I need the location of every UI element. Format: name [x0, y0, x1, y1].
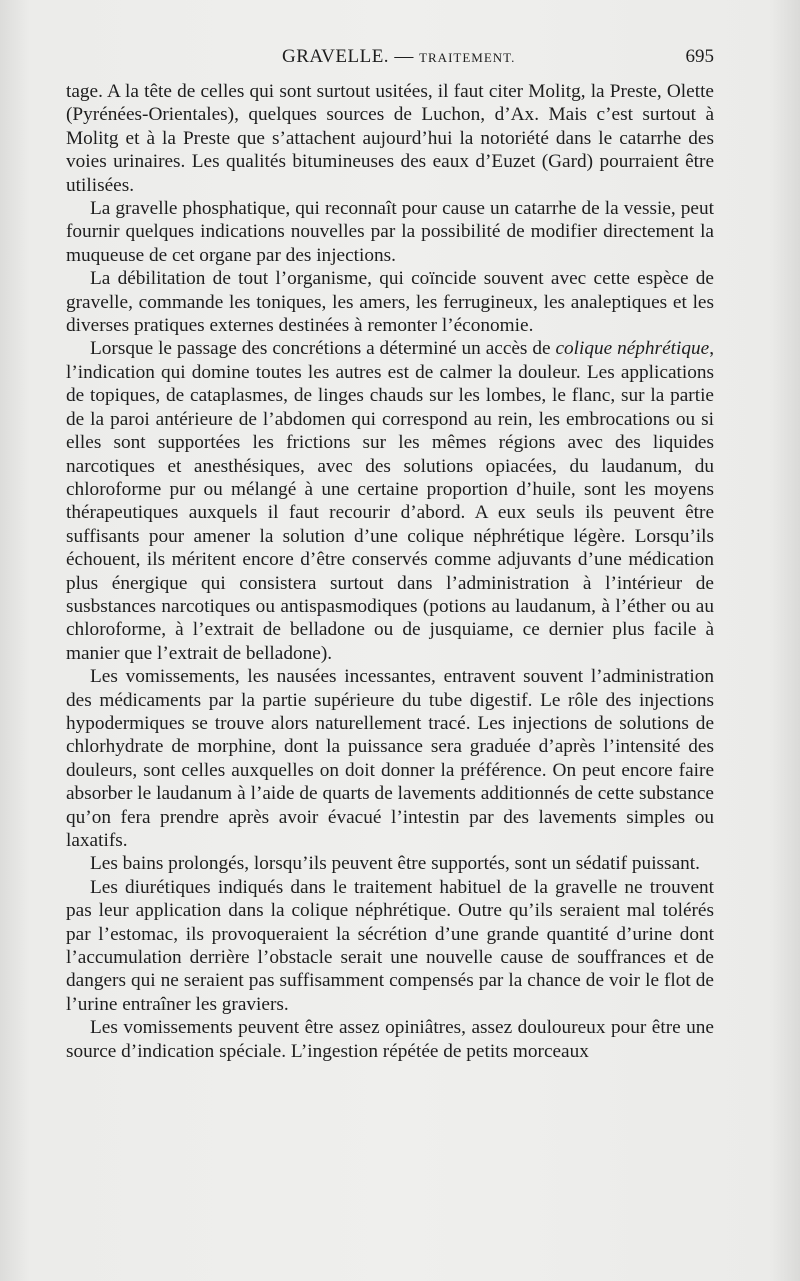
page-number: 695 [685, 46, 714, 67]
italic-term: colique néphrétique [555, 338, 710, 360]
running-header [66, 46, 714, 76]
paragraph: La gravelle phosphatique, qui reconnaît pour cause un catarrhe de la vessie, peut fournir quelques indications nouvelles par la possibilité de modifier directement la muqueuse de cet organe par des injections. [66, 198, 714, 266]
paragraph [66, 337, 714, 665]
paragraph: Les vomissements, les nausées incessantes, entravent souvent l’administration des médicaments par la partie supérieure du tube digestif. Le rôle des injections hypodermiques se trouve alors naturellement tracé. Les injections de solutions de chlorhydrate de morphine, dont la puissance sera graduée d’après l’intensité des douleurs, sont celles auxquelles on doit donner la préférence. On peut encore faire absorber le laudanum à l’aide de quarts de lavements additionnés de cette substance qu’on fera prendre après avoir évacué l’intestin par des lavements simples ou laxatifs. [66, 666, 714, 851]
body-text [66, 80, 714, 1063]
paragraph: tage. A la tête de celles qui sont surtout usitées, il faut citer Molitg, la Preste, Olette (Pyrénées-Orientales), quelques sources de Luchon, d’Ax. Mais c’est surtout à Molitg et à la Preste que s’attachent aujourd’hui la notoriété dans le catarrhe des voies urinaires. Les qualités bitumineuses des eaux d’Euzet (Gard) pourraient être utilisées. [66, 81, 714, 196]
header-dash: — [394, 46, 414, 67]
header-subtitle: TRAITEMENT. [419, 50, 516, 65]
paragraph: Les bains prolongés, lorsqu’ils peuvent être supportés, sont un sédatif puissant. [90, 853, 700, 875]
paragraph-text: , l’indication qui domine toutes les autres est de calmer la douleur. Les applications de topiques, de cataplasmes, de linges chauds sur les lombes, le flanc, sur la partie de la paroi antérieure de l’abdomen qui correspond au rein, les embrocations ou si elles sont supportées les frictions sur les mêmes régions avec des liquides narcotiques et anesthésiques, avec des solutions opiacées, du laudanum, du chloroforme pur ou mélangé à une certaine proportion d’huile, sont les moyens thérapeutiques auxquels il faut recourir d’abord. A eux seuls ils peuvent être suffisants pour amener la solution d’une colique néphrétique légère. Lorsqu’ils échouent, ils méritent encore d’être conservés comme adjuvants d’une médication plus énergique qui consistera surtout dans l’administration à l’intérieur de susbstances narcotiques ou antispasmodiques (potions au laudanum, à l’éther ou au chloroforme, à l’extrait de belladone ou de jusquiame, ce dernier plus facile à manier que l’extrait de belladone). [66, 338, 715, 664]
paragraph-text: Lorsque le passage des concrétions a déterminé un accès de [90, 338, 556, 360]
header-title: GRAVELLE. [282, 46, 390, 67]
paragraph: Les diurétiques indiqués dans le traitement habituel de la gravelle ne trouvent pas leur application dans la colique néphrétique. Outre qu’ils seraient mal tolérés par l’estomac, ils provoqueraient la sécrétion d’une grande quantité d’urine dont l’accumulation derrière l’obstacle serait une nouvelle cause de souffrances et de dangers qui ne seraient pas suffisamment compensés par la chance de voir le flot de l’urine entraîner les graviers. [66, 876, 714, 1015]
paragraph: Les vomissements peuvent être assez opiniâtres, assez douloureux pour être une source d’indication spéciale. L’ingestion répétée de petits morceaux [66, 1017, 714, 1062]
paragraph: La débilitation de tout l’organisme, qui coïncide souvent avec cette espèce de gravelle, commande les toniques, les amers, les ferrugineux, les analeptiques et les diverses pratiques externes destinées à remonter l’économie. [66, 268, 714, 337]
running-title [282, 46, 515, 68]
